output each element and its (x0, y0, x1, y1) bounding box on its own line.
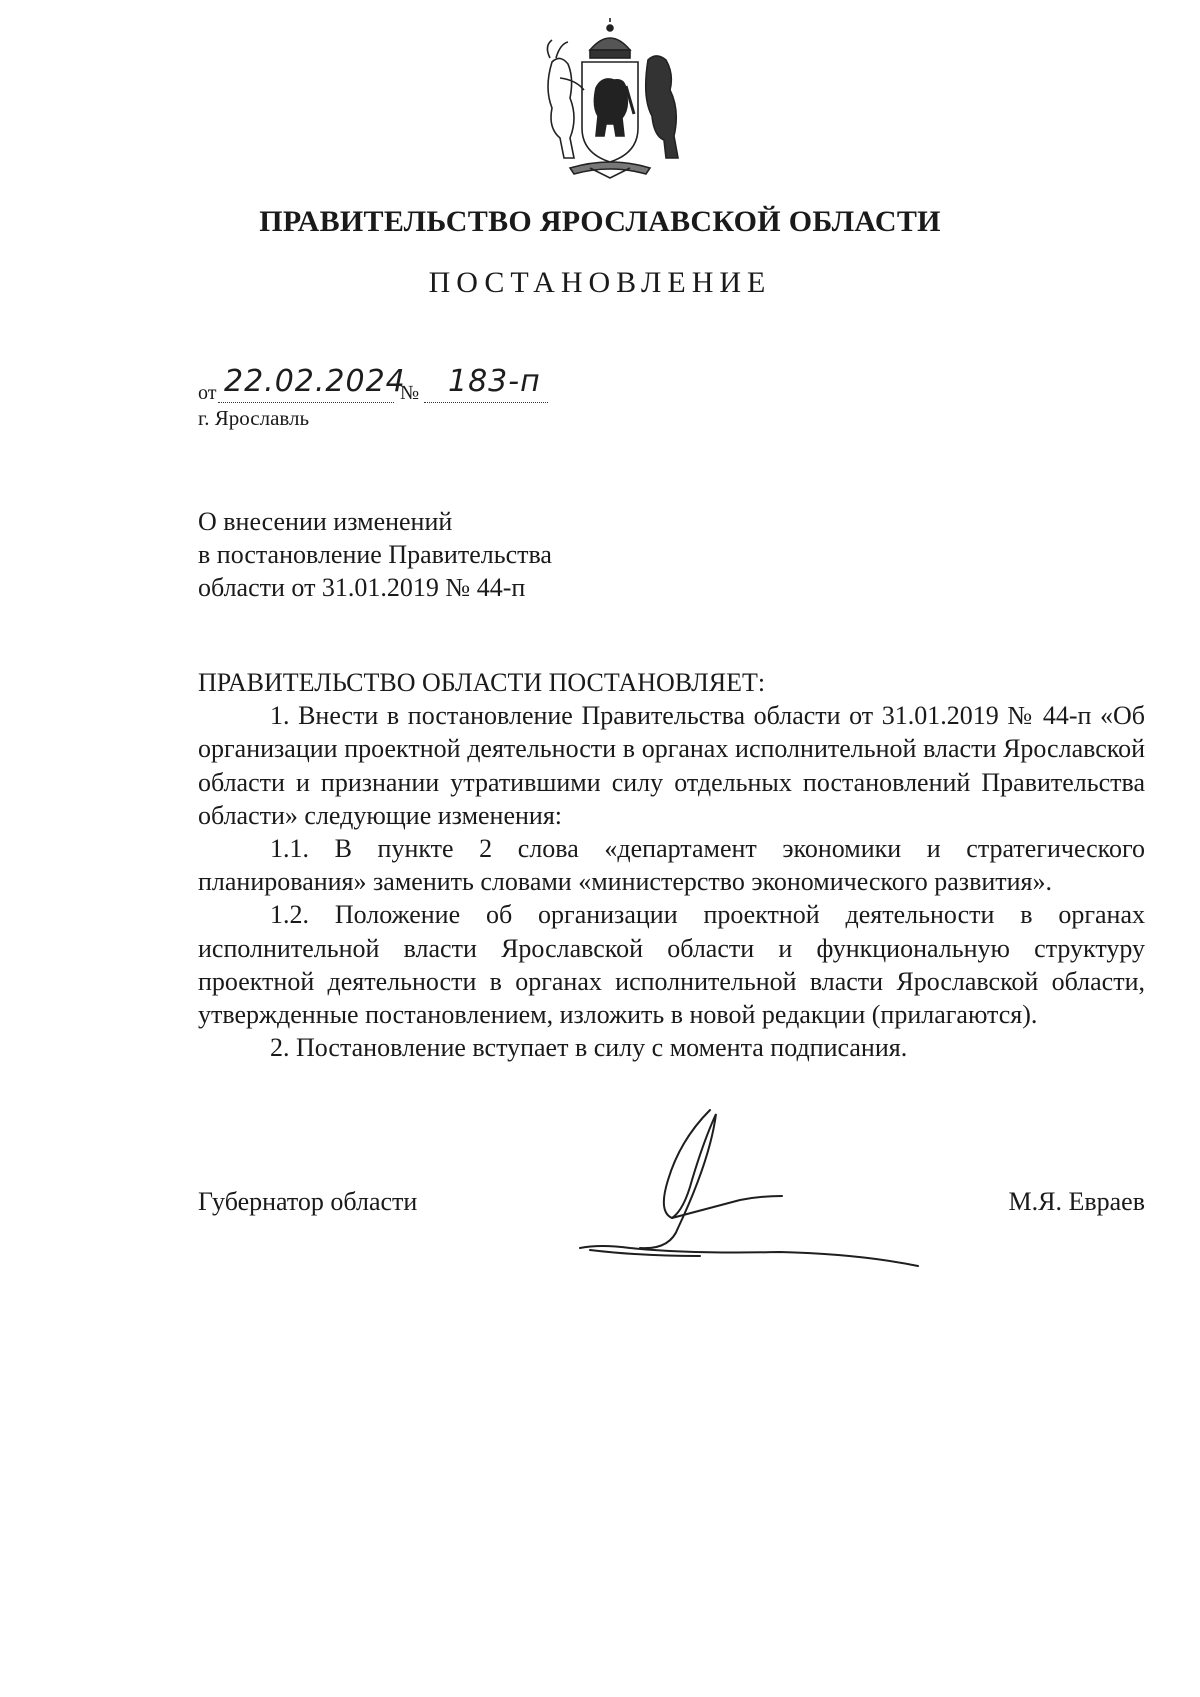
number-underline (424, 402, 548, 403)
signatory-role: Губернатор области (198, 1187, 418, 1216)
paragraph-2: 2. Постановление вступает в силу с момента подписания. (270, 1033, 908, 1063)
coat-of-arms-icon (530, 18, 690, 180)
date-prefix: от (198, 382, 217, 404)
subject-line: в постановление Правительства (198, 540, 552, 569)
paragraph-1-2: 1.2. Положение об организации проектной деятельности в органах исполнительной власти Ярославской области и функциональную структуру проектной деятельности в органах исполнительной власти Ярославской области, утвержденные постановлением, изложить в новой редакции (прилагаются). (198, 900, 1145, 1030)
signatory-name: М.Я. Евраев (1008, 1187, 1145, 1216)
city: г. Ярославль (198, 406, 310, 430)
date-underline (218, 402, 394, 403)
paragraph-1-1: 1.1. В пункте 2 слова «департамент экономики и стратегического планирования» заменить словами «министерство экономического развития». (198, 834, 1145, 897)
issuing-authority: ПРАВИТЕЛЬСТВО ЯРОСЛАВСКОЙ ОБЛАСТИ (259, 205, 941, 238)
document-type: ПОСТАНОВЛЕНИЕ (428, 266, 772, 299)
number-prefix: № (400, 382, 420, 404)
subject-line: области от 31.01.2019 № 44-п (198, 573, 526, 602)
resolution-lead: ПРАВИТЕЛЬСТВО ОБЛАСТИ ПОСТАНОВЛЯЕТ: (198, 668, 766, 697)
document-subject (198, 505, 552, 604)
paragraph-1: 1. Внести в постановление Правительства области от 31.01.2019 № 44-п «Об организации проектной деятельности в органах исполнительной власти Ярославской области и признании утратившими силу отдельных постановлений Правительства области» следующие изменения: (198, 701, 1145, 830)
date-number-line (198, 364, 558, 408)
document-body (198, 666, 1145, 1064)
document-date: 22.02.2024 (224, 364, 406, 399)
handwritten-signature-icon (560, 1100, 950, 1275)
subject-line: О внесении изменений (198, 507, 453, 536)
document-number: 183-п (448, 364, 541, 399)
